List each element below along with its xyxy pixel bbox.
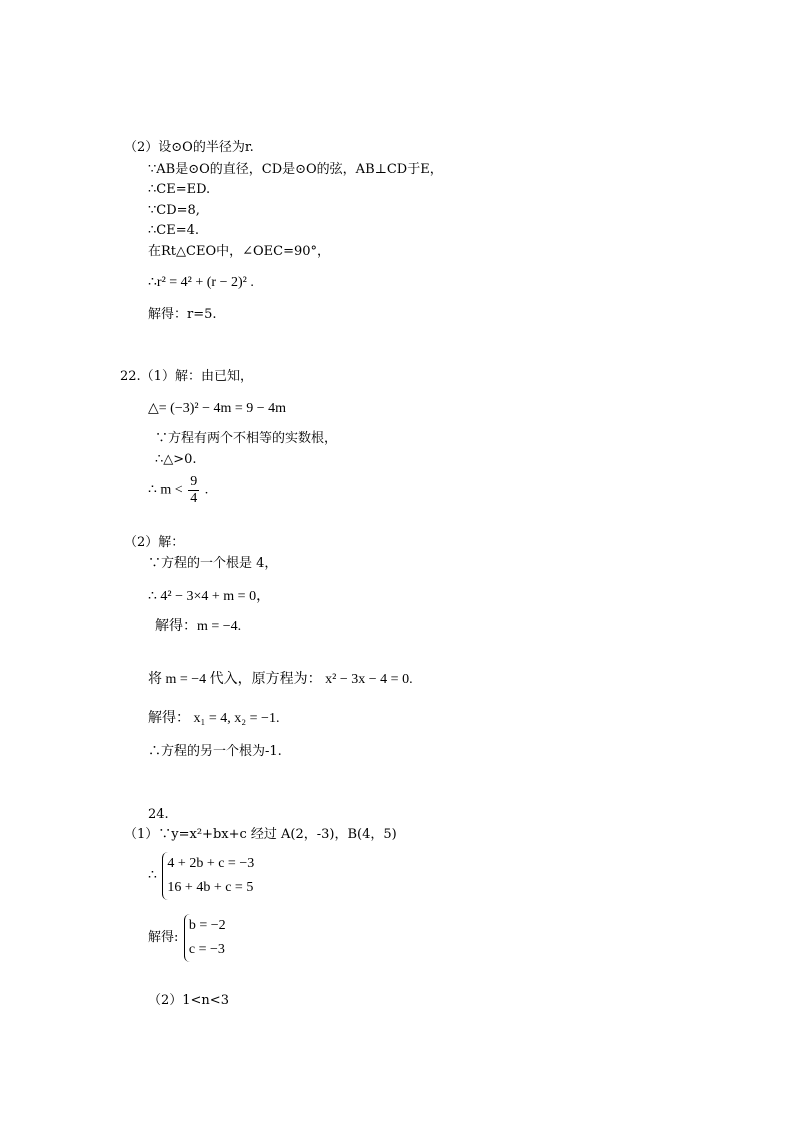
q24-solution-system (184, 914, 226, 962)
q21-ce-line: ∴CE=4. (148, 223, 200, 238)
q22-part2-intro: （2）解： (124, 535, 185, 550)
q24-therefore: ∴ (148, 868, 157, 884)
q24-system (148, 852, 254, 900)
q22-condition: ∵方程有两个不相等的实数根， (155, 431, 338, 446)
q21-cd-line: ∵CD=8, (148, 203, 200, 218)
q22-m-range-suffix: . (204, 482, 209, 498)
q21-ce-ed-line: ∴CE=ED. (148, 182, 211, 197)
q22-m-value: 解得：m = −4. (155, 619, 242, 634)
q22-part1-intro: 22.（1）解：由已知， (120, 369, 253, 384)
q22-root-given: ∵方程的一个根是 4， (148, 556, 278, 571)
q22-delta-positive: ∴△>0. (155, 452, 197, 467)
q24-part2-answer: （2）1<n<3 (148, 993, 229, 1008)
q21-part2-intro: （2）设⊙O的半径为r. (124, 140, 254, 155)
q24-solution-label: 解得: (148, 930, 179, 946)
q21-triangle-line: 在Rt△CEO中，∠OEC=90°， (148, 244, 331, 259)
q24-solution-c: c = −3 (188, 942, 225, 957)
q22-discriminant: △= (−3)² − 4m = 9 − 4m (148, 401, 287, 416)
q22-roots: 解得： x₁ = 4, x₂ = −1. (148, 711, 280, 726)
q22-m-range-prefix: ∴ m < (148, 482, 183, 498)
q24-part1-given: （1）∵y=x²+bx+c 经过 A(2，-3)，B(4，5) (124, 827, 397, 842)
q22-fraction-denominator: 4 (190, 491, 198, 506)
q24-equation-1: 4 + 2b + c = −3 (167, 856, 255, 871)
q24-equation-2: 16 + 4b + c = 5 (167, 880, 254, 895)
q21-equation: ∴r² = 4² + (r − 2)² . (148, 275, 254, 290)
q21-solution: 解得：r=5. (148, 307, 217, 322)
q21-given-line: ∵AB是⊙O的直径，CD是⊙O的弦，AB⊥CD于E， (148, 162, 443, 177)
q22-original-equation: 将 m = −4 代入，原方程为： x² − 3x − 4 = 0. (148, 672, 413, 687)
q24-number: 24. (148, 807, 169, 822)
q24-solution (148, 914, 226, 962)
q22-m-range (148, 474, 208, 507)
q24-solution-b: b = −2 (188, 918, 226, 933)
q22-fraction (188, 474, 199, 507)
q22-fraction-numerator: 9 (190, 474, 198, 489)
q22-substitution: ∴ 4² − 3×4 + m = 0， (148, 589, 271, 604)
q22-other-root: ∴方程的另一个根为-1. (148, 744, 282, 759)
q24-equation-system (162, 852, 254, 900)
